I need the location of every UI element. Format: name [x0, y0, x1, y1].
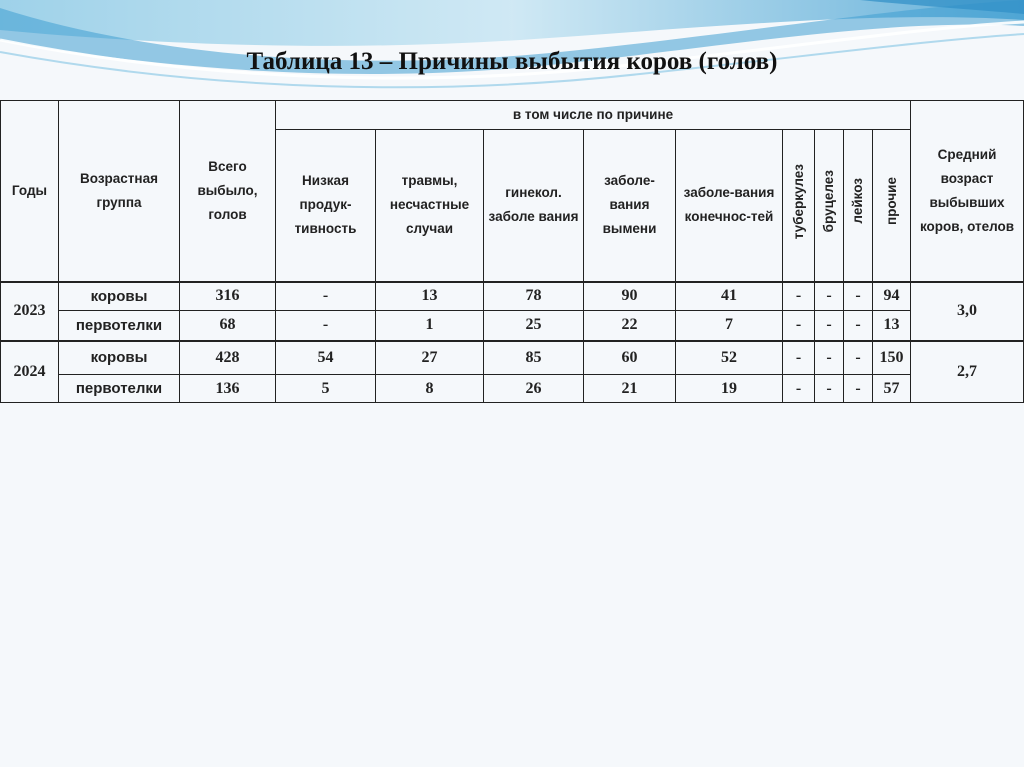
cell-leuk: -	[844, 282, 873, 311]
header-reason-gynecological: гинекол. заболе вания	[484, 130, 584, 282]
cell-other: 94	[873, 282, 911, 311]
header-total: Всего выбыло, голов	[180, 101, 276, 282]
header-reason-udder: заболе-вания вымени	[584, 130, 676, 282]
table-row	[1, 311, 1024, 341]
cell-group: коровы	[59, 282, 180, 311]
cell-limbs: 19	[676, 375, 783, 403]
cell-gynec: 85	[484, 341, 584, 375]
cell-leuk: -	[844, 341, 873, 375]
header-age-group: Возрастная группа	[59, 101, 180, 282]
cell-low-prod: -	[276, 282, 376, 311]
cell-trauma: 8	[376, 375, 484, 403]
cell-group: первотелки	[59, 375, 180, 403]
cell-year: 2024	[1, 341, 59, 403]
header-by-reason: в том числе по причине	[276, 101, 911, 130]
cell-gynec: 78	[484, 282, 584, 311]
cell-other: 57	[873, 375, 911, 403]
header-reason-trauma: травмы, несчастные случаи	[376, 130, 484, 282]
cell-other: 13	[873, 311, 911, 341]
cell-limbs: 52	[676, 341, 783, 375]
cell-leuk: -	[844, 375, 873, 403]
cell-group: коровы	[59, 341, 180, 375]
cell-total: 68	[180, 311, 276, 341]
header-reason-tuberculosis: туберкулез	[783, 130, 815, 282]
cell-udder: 60	[584, 341, 676, 375]
cell-tuberc: -	[783, 282, 815, 311]
header-reason-limbs: заболе-вания конечнос-тей	[676, 130, 783, 282]
cell-avg-age: 2,7	[911, 341, 1024, 403]
cell-year: 2023	[1, 282, 59, 341]
cell-tuberc: -	[783, 311, 815, 341]
cell-udder: 22	[584, 311, 676, 341]
cell-udder: 21	[584, 375, 676, 403]
cell-limbs: 41	[676, 282, 783, 311]
cell-low-prod: 54	[276, 341, 376, 375]
cell-trauma: 13	[376, 282, 484, 311]
cell-leuk: -	[844, 311, 873, 341]
cell-low-prod: -	[276, 311, 376, 341]
header-reason-leukosis: лейкоз	[844, 130, 873, 282]
cell-total: 316	[180, 282, 276, 311]
cell-gynec: 26	[484, 375, 584, 403]
header-reason-low-productivity: Низкая продук-тивность	[276, 130, 376, 282]
header-years: Годы	[1, 101, 59, 282]
cell-bruc: -	[815, 311, 844, 341]
cell-tuberc: -	[783, 375, 815, 403]
cell-tuberc: -	[783, 341, 815, 375]
header-avg-age: Средний возраст выбывших коров, отелов	[911, 101, 1024, 282]
table-row	[1, 282, 1024, 311]
table-container	[0, 100, 1024, 403]
table-row	[1, 341, 1024, 375]
cell-gynec: 25	[484, 311, 584, 341]
cell-udder: 90	[584, 282, 676, 311]
header-reason-other: прочие	[873, 130, 911, 282]
cow-culling-table	[0, 100, 1024, 403]
cell-bruc: -	[815, 375, 844, 403]
table-row	[1, 375, 1024, 403]
cell-bruc: -	[815, 282, 844, 311]
header-reason-brucellosis: бруцелез	[815, 130, 844, 282]
cell-low-prod: 5	[276, 375, 376, 403]
cell-bruc: -	[815, 341, 844, 375]
cell-trauma: 1	[376, 311, 484, 341]
cell-trauma: 27	[376, 341, 484, 375]
page-title: Таблица 13 – Причины выбытия коров (голов)	[246, 48, 778, 75]
cell-other: 150	[873, 341, 911, 375]
cell-limbs: 7	[676, 311, 783, 341]
cell-total: 428	[180, 341, 276, 375]
cell-avg-age: 3,0	[911, 282, 1024, 341]
cell-group: первотелки	[59, 311, 180, 341]
cell-total: 136	[180, 375, 276, 403]
